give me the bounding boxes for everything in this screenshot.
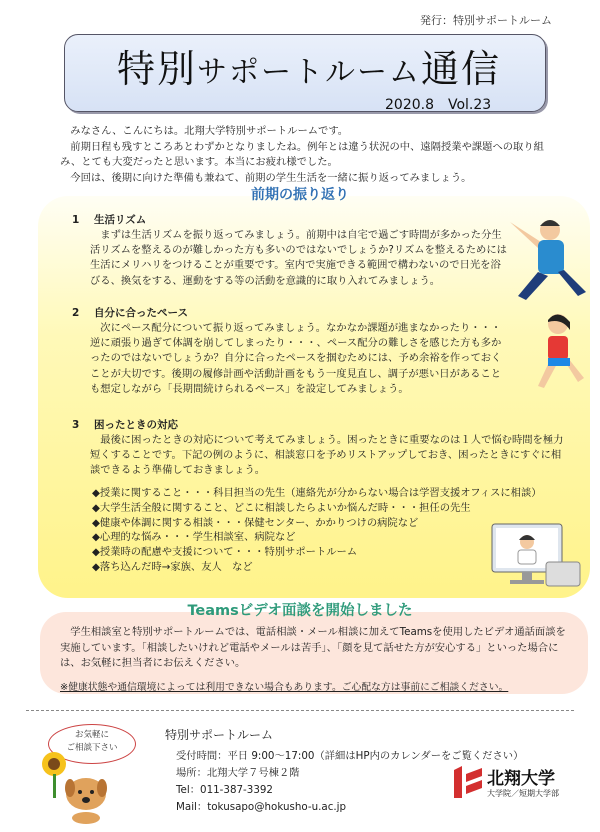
teams-body-text: 学生相談室と特別サポートルームでは、電話相談・メール相談に加えてTeamsを使用したビデオ通話面談を実施しています。「相談したいけれど電話やメールは苦手」、「顔を見て話せた方が安心する」といった場合には、お気軽に担当者にお伝えください。 bbox=[60, 626, 566, 669]
stretching-person-illustration bbox=[500, 214, 592, 302]
intro-paragraph: 今回は、後期に向けた準備も兼ねて、前期の学生生活を一緒に振り返ってみましょう。 bbox=[70, 171, 472, 184]
item-2-body bbox=[90, 321, 508, 397]
divider bbox=[26, 710, 574, 711]
bubble-line: お気軽に bbox=[74, 730, 109, 740]
list-item: ◆ 授業に関すること・・・科目担当の先生（連絡先が分からない場合は学習支援オフィスに相談） bbox=[92, 486, 572, 501]
item-title-text: 困ったときの対応 bbox=[94, 419, 178, 431]
list-item: ◆ 授業時の配慮や支援について・・・特別サポートルーム bbox=[92, 545, 572, 560]
item-2-title bbox=[72, 305, 188, 320]
university-name: 北翔大学 bbox=[487, 769, 555, 789]
item-number: 2 bbox=[72, 307, 80, 319]
list-item: ◆ 落ち込んだ時→家族、友人 など bbox=[92, 560, 572, 575]
intro-paragraph: みなさん、こんにちは。北翔大学特別サポートルームです。 bbox=[70, 125, 349, 137]
item-number: 3 bbox=[72, 419, 80, 431]
university-subtitle: 大学院／短期大学部 bbox=[487, 789, 559, 798]
list-item: ◆ 健康や体調に関する相談・・・保健センター、かかりつけの病院など bbox=[92, 516, 572, 531]
video-call-illustration bbox=[486, 518, 582, 594]
intro-text bbox=[60, 124, 560, 186]
mascot-dog-with-sunflower-illustration bbox=[30, 748, 114, 824]
contact-place: 場所：北翔大学７号棟２階 bbox=[176, 767, 300, 779]
teams-body bbox=[60, 625, 572, 672]
title-end: 通信 bbox=[421, 47, 502, 91]
university-logo-mark bbox=[452, 764, 484, 800]
item-1-body bbox=[90, 228, 508, 289]
title-small: サポートルーム bbox=[197, 55, 421, 90]
item-number: 1 bbox=[72, 214, 80, 226]
jogging-person-illustration bbox=[528, 310, 592, 396]
item-1-title bbox=[72, 212, 146, 227]
teams-note: ※健康状態や通信環境によっては利用できない場合もあります。ご心配な方は事前にご相談ください。 bbox=[60, 682, 509, 693]
bubble-line: ご相談下さい bbox=[66, 743, 118, 753]
contact-tel: Tel：011-387-3392 bbox=[176, 784, 273, 796]
teams-heading: Teamsビデオ面談を開始しました bbox=[187, 603, 413, 619]
intro-paragraph: 前期日程も残すところあとわずかとなりましたね。例年とは違う状況の中、遠隔授業や課題への取り組み、とても大変だったと思います。本当にお疲れ様でした。 bbox=[60, 140, 544, 168]
item-body-text: まずは生活リズムを振り返ってみましょう。前期中は自宅で過ごす時間が多かった分生活リズムを整えるのが難しかった方も多いのではないでしょうか?リズムを整えるためには生活にメリハリをつけることが重要です。室内で実施できる範囲で構わないので日光を浴びる、換気をする、運動をする等の活動を意識的に取り入れてみましょう。 bbox=[90, 229, 507, 287]
item-body-text: 最後に困ったときの対応について考えてみましょう。困ったときに重要なのは１人で悩む時間を極力短くすることです。下記の例のように、相談窓口を予めリストアップしておき、困ったときにすぐに相談できるよう準備しておきましょう。 bbox=[90, 434, 564, 477]
contact-hours: 受付時間：平日 9:00～17:00（詳細はHP内のカレンダーをご覧ください） bbox=[176, 750, 524, 762]
item-3-title bbox=[72, 417, 178, 432]
title-main: 特別 bbox=[116, 47, 197, 91]
contact-name: 特別サポートルーム bbox=[165, 728, 274, 742]
newsletter-title bbox=[74, 38, 544, 93]
issue-number: 2020.8 Vol.23 bbox=[385, 97, 492, 113]
publisher-line: 発行：特別サポートルーム bbox=[420, 14, 552, 27]
review-heading: 前期の振り返り bbox=[251, 187, 349, 203]
list-item: ◆ 心理的な悩み・・・学生相談室、病院など bbox=[92, 530, 572, 545]
item-title-text: 自分に合ったペース bbox=[94, 307, 188, 319]
item-title-text: 生活リズム bbox=[94, 214, 147, 226]
list-item: ◆ 大学生活全般に関すること、どこに相談したらよいか悩んだ時・・・担任の先生 bbox=[92, 501, 572, 516]
item-3-body bbox=[90, 433, 570, 479]
item-body-text: 次にペース配分について振り返ってみましょう。なかなか課題が進まなかったり・・・逆に頑張り過ぎて体調を崩してしまったり・・・、ペース配分の難しさを感じた方も多かったのではないでしょうか？自分に合ったペースを掴むためには、予め余裕を作っておくことが大切です。後期の履修計画や活動計画をもう一度見直し、調子が悪い日があることも想定しながら「長期間続けられるペース」を設定してみましょう。 bbox=[90, 322, 502, 395]
contact-mail: Mail：tokusapo@hokusho-u.ac.jp bbox=[176, 801, 347, 813]
